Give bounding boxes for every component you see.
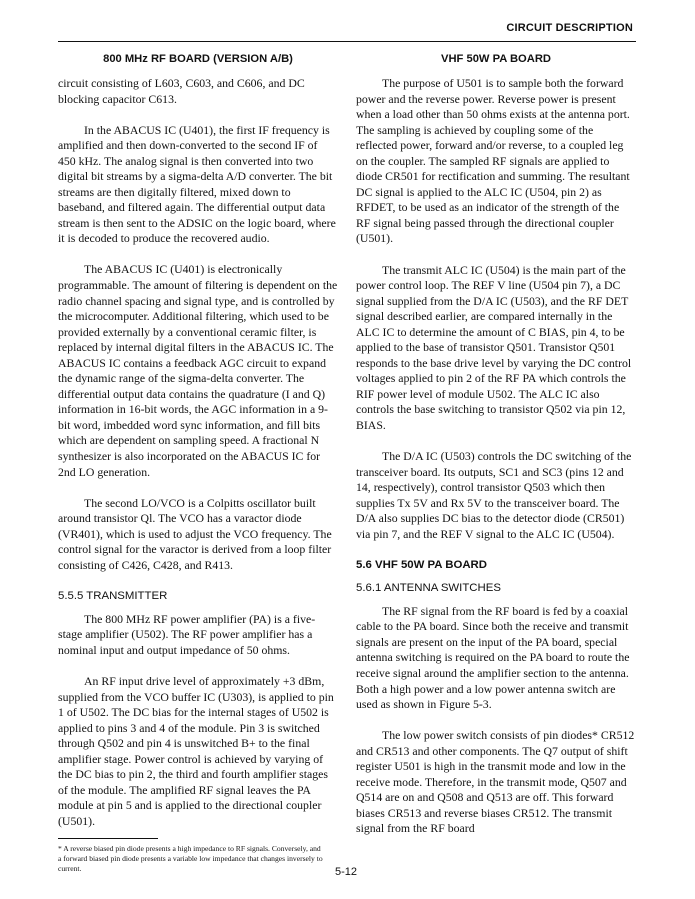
right-paragraph-4: The RF signal from the RF board is fed by a coaxial cable to the PA board. Since both the receive and transmit signals are present on the input of the PA board, special antenna switching is required on the PA board to route the receive signal around the amplifier section to the antenna. Both a high power and a low power antenna switch are used as shown in Figure 5-3. <box>356 603 630 712</box>
left-paragraph-1: circuit consisting of L603, C603, and C606, and DC blocking capacitor C613. <box>58 76 305 106</box>
left-paragraph-6: An RF input drive level of approximately +3 dBm, supplied from the VCO buffer IC (U303), is applied to pin 1 of U502. The DC bias for the internal stages of U502 is applied to pins 3 and 4 of the module. Pin 3 is switched through Q502 and pin 4 is unswitched B+ to the final amplifier stage. Power control is achieved by varying of the DC bias to pin 2, the third and fourth amplifier stages of the module. The amplified RF signal leaves the PA module at pin 5 and is applied to the directional coupler (U501). <box>58 674 334 828</box>
right-column-heading: VHF 50W PA BOARD <box>440 53 552 65</box>
footnote: * A reverse biased pin diode presents a high impedance to RF signals. Conversely, and a forward biased pin diode presents a variable low impedance that changes inversely to current. <box>58 844 323 873</box>
left-paragraph-2: In the ABACUS IC (U401), the first IF frequency is amplified and then down-converted to the second IF of 450 kHz. The analog signal is then converted into two digital bit streams by a sigma-delta A/D converter. The bit streams are then digitally filtered, mixed down to baseband, and filtered again. The differential output data stream is then sent to the ADSIC on the logic board, where it is decoded to produce the recovered audio. <box>58 122 336 246</box>
left-column-heading: 800 MHz RF BOARD (VERSION A/B) <box>103 53 293 65</box>
running-head: CIRCUIT DESCRIPTION <box>506 22 633 34</box>
left-column <box>58 52 338 845</box>
section-title-vhf-pa-board: 5.6 VHF 50W PA BOARD <box>356 558 488 571</box>
left-paragraph-4: The second LO/VCO is a Colpitts oscillator built around transistor Ql. The VCO has a varactor diode (VR401), which is used to adjust the VCO frequency. The control signal for the varactor is derived from a loop filter consisting of C426, C428, and R413. <box>58 495 332 572</box>
left-paragraph-5: The 800 MHz RF power amplifier (PA) is a five-stage amplifier (U502). The RF power amplifier has a nominal input and output impedance of 50 ohms. <box>58 611 316 657</box>
right-paragraph-1: The purpose of U501 is to sample both the forward power and the reverse power. Reverse power is present when a load other than 50 ohms exists at the antenna port. The sampling is achieved by coupling some of the reflected power, forward and/or reverse, to a coupled leg on the coupler. The sampled RF signals are applied to diode CR501 for rectification and summing. The resultant DC signal is applied to the ALC IC (U504, pin 2) as RFDET, to be used as an indicator of the strength of the RF signal being passed through the directional coupler (U501). <box>356 76 630 246</box>
right-column <box>356 52 636 852</box>
section-title-antenna-switches: 5.6.1 ANTENNA SWITCHES <box>356 581 501 594</box>
right-paragraph-5: The low power switch consists of pin diodes* CR512 and CR513 and other components. The Q7 output of shift register U501 is high in the transmit mode and low in the receive mode. Therefore, in the transmit mode, Q507 and Q514 are on and Q508 and Q513 are off. This forward biases CR513 and reverse biases CR512. The transmit signal from the RF board <box>356 728 635 836</box>
right-paragraph-2: The transmit ALC IC (U504) is the main part of the power control loop. The REF V line (U504 pin 7), a DC signal supplied from the D/A IC (U503), and the RF DET signal described earlier, are compared internally in the ALC IC to determine the amount of C BIAS, pin 4, to be applied to the base of transistor Q501. Transistor Q501 responds to the base drive level by varying the DC control voltages applied to pin 2 of the RF PA which controls the RIF power level of module U502. The ALC IC also controls the base switching to transistor Q502 via pin 12, BIAS. <box>356 262 632 432</box>
section-title-transmitter: 5.5.5 TRANSMITTER <box>58 589 168 602</box>
left-paragraph-3: The ABACUS IC (U401) is electronically programmable. The amount of filtering is dependent on the radio channel spacing and signal type, and is controlled by the microcomputer. Additional filtering, which used to be provided externally by a conventional ceramic filter, is replaced by internal digital filters in the ABACUS IC. The ABACUS IC contains a feedback AGC circuit to expand the dynamic range of the sigma-delta converter. The differential output data contains the quadrature (I and Q) information in 16-bit words, the AGC information in a 9-bit word, imbedded word sync information, and fill bits which are dependent on sampling speed. A fractional N synthesizer is also incorporated on the ABACUS IC for 2nd LO generation. <box>58 262 338 479</box>
footnote-rule <box>58 838 158 839</box>
header-rule <box>58 41 636 42</box>
page-number: 5-12 <box>335 866 358 878</box>
right-paragraph-3: The D/A IC (U503) controls the DC switching of the transceiver board. Its outputs, SC1 and SC3 (pins 12 and 14, respectively), control transistor Q503 which then supplies Tx 5V and Rx 5V to the transceiver board. The D/A also supplies DC bias to the detector diode (CR501) via pin 7, and the REF V signal to the ALC IC (U504). <box>356 449 632 541</box>
